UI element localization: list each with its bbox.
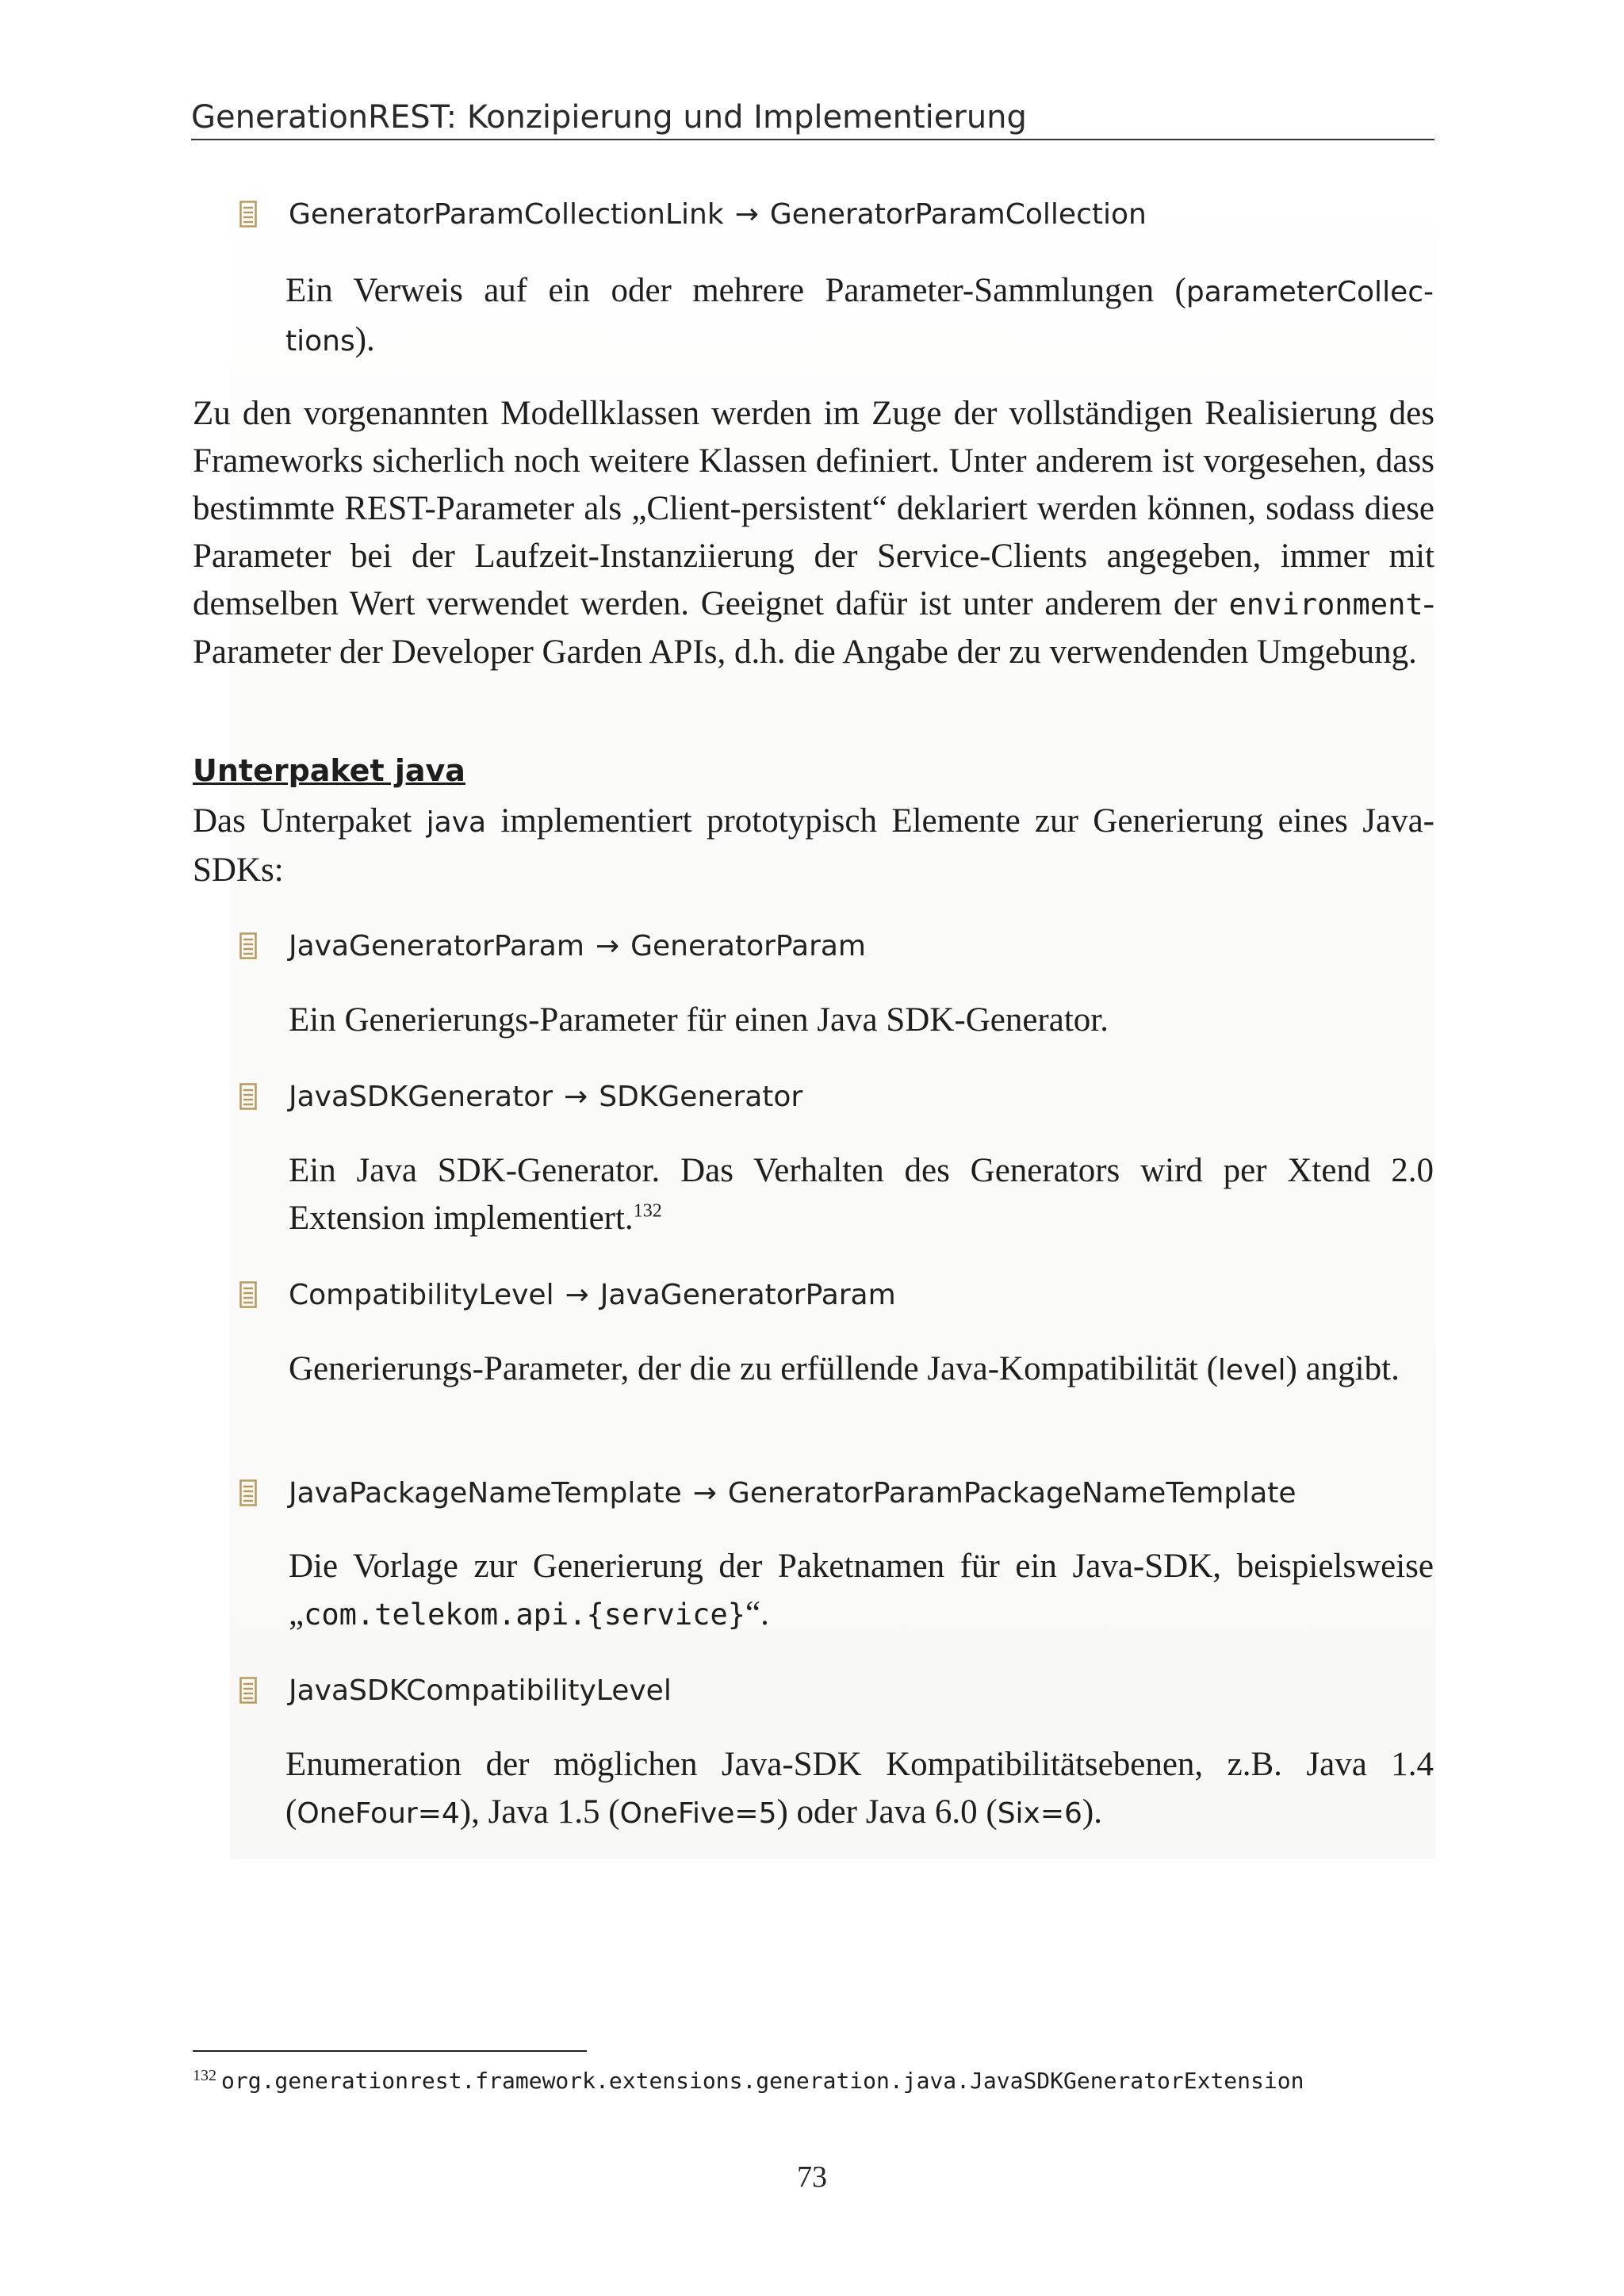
class-list-icon bbox=[239, 1083, 257, 1110]
footnote-number: 132 bbox=[193, 2066, 216, 2084]
page-number: 73 bbox=[797, 2160, 827, 2194]
class-target: GeneratorParamCollection bbox=[769, 197, 1147, 231]
class-description: Ein Generierungs-Parameter für einen Java SDK-Generator. bbox=[289, 1001, 1109, 1039]
class-item-header bbox=[239, 1077, 802, 1116]
class-name: JavaSDKCompatibilityLevel bbox=[289, 1674, 672, 1707]
footnote bbox=[193, 2068, 1304, 2094]
class-target: SDKGenerator bbox=[599, 1080, 803, 1113]
arrow-symbol: → bbox=[564, 1080, 588, 1113]
footnote-reference[interactable]: 132 bbox=[633, 1200, 662, 1222]
class-item-header bbox=[239, 1473, 1297, 1513]
code-term: com.telekom.api.{service} bbox=[304, 1598, 745, 1632]
class-name: GeneratorParamCollectionLink bbox=[289, 197, 724, 231]
footnote-text: org.generationrest.framework.extensions.generation.java.JavaSDKGeneratorExtension bbox=[221, 2068, 1304, 2094]
code-term: Six=6 bbox=[997, 1797, 1082, 1830]
class-list-icon bbox=[239, 932, 257, 959]
arrow-symbol: → bbox=[595, 929, 620, 962]
class-item-header bbox=[239, 1275, 896, 1314]
class-description: Enumeration der möglichen Java-SDK Kompatibilitätsebenen, z.B. Java 1.4 (OneFour=4), Java 1.5 (OneFive=5) oder Java 6.0 (Six=6). bbox=[285, 1746, 1434, 1831]
class-target: GeneratorParamPackageNameTemplate bbox=[727, 1476, 1297, 1510]
footnote-rule bbox=[193, 2050, 587, 2052]
class-item-header bbox=[239, 926, 866, 966]
body-paragraph: Das Unterpaket java implementiert prototypisch Elemente zur Generierung eines Java-SDKs: bbox=[193, 802, 1434, 889]
code-term: parameterCollec-tions bbox=[285, 276, 1434, 358]
class-name: CompatibilityLevel bbox=[289, 1278, 554, 1311]
class-item-header bbox=[239, 194, 1147, 234]
code-term: java bbox=[426, 806, 487, 839]
class-name: JavaSDKGenerator bbox=[289, 1080, 553, 1113]
arrow-symbol: → bbox=[692, 1476, 717, 1510]
code-term: OneFour=4 bbox=[297, 1797, 460, 1830]
arrow-symbol: → bbox=[734, 197, 759, 231]
body-paragraph: Zu den vorgenannten Modellklassen werden im Zuge der vollständigen Realisierung des Frameworks sicherlich noch weitere Klassen definiert. Unter anderem ist vorgesehen, dass bestimmte REST-Parameter als „Client-persistent“ deklariert werden können, sodass diese Parameter bei der Laufzeit-Instanziierung der Service-Clients angegeben, immer mit demselben Wert verwendet werden. Geeignet dafür ist unter anderem der environment-Parameter der Developer Garden APIs, d.h. die Angabe der zu verwendenden Umgebung. bbox=[193, 395, 1434, 671]
class-item-header bbox=[239, 1670, 672, 1710]
code-term: OneFive=5 bbox=[619, 1797, 777, 1830]
arrow-symbol: → bbox=[565, 1278, 589, 1311]
code-term: environment bbox=[1228, 587, 1423, 622]
code-term: level bbox=[1217, 1354, 1286, 1387]
class-name: JavaGeneratorParam bbox=[289, 929, 584, 962]
header-rule bbox=[191, 139, 1434, 140]
class-list-icon bbox=[239, 1479, 257, 1506]
running-header: GenerationREST: Konzipierung und Implementierung bbox=[191, 99, 1027, 136]
class-description: Generierungs-Parameter, der die zu erfüllende Java-Kompatibilität (level) angibt. bbox=[289, 1350, 1400, 1387]
section-subheading: Unterpaket java bbox=[193, 753, 465, 788]
class-list-icon bbox=[239, 1281, 257, 1308]
class-list-icon bbox=[239, 1677, 257, 1704]
class-description: Ein Java SDK-Generator. Das Verhalten des Generators wird per Xtend 2.0 Extension implementiert.$^{132}$ bbox=[289, 1152, 1434, 1237]
class-list-icon bbox=[239, 201, 257, 228]
class-target: JavaGeneratorParam bbox=[599, 1278, 896, 1311]
class-name: JavaPackageNameTemplate bbox=[289, 1476, 682, 1510]
class-description: Ein Verweis auf ein oder mehrere Parameter-Sammlungen (parameterCollec-tions). bbox=[285, 272, 1434, 358]
class-description: Die Vorlage zur Generierung der Paketnamen für ein Java-SDK, beispielsweise „com.telekom.api.{service}“. bbox=[289, 1548, 1434, 1632]
class-target: GeneratorParam bbox=[630, 929, 867, 962]
